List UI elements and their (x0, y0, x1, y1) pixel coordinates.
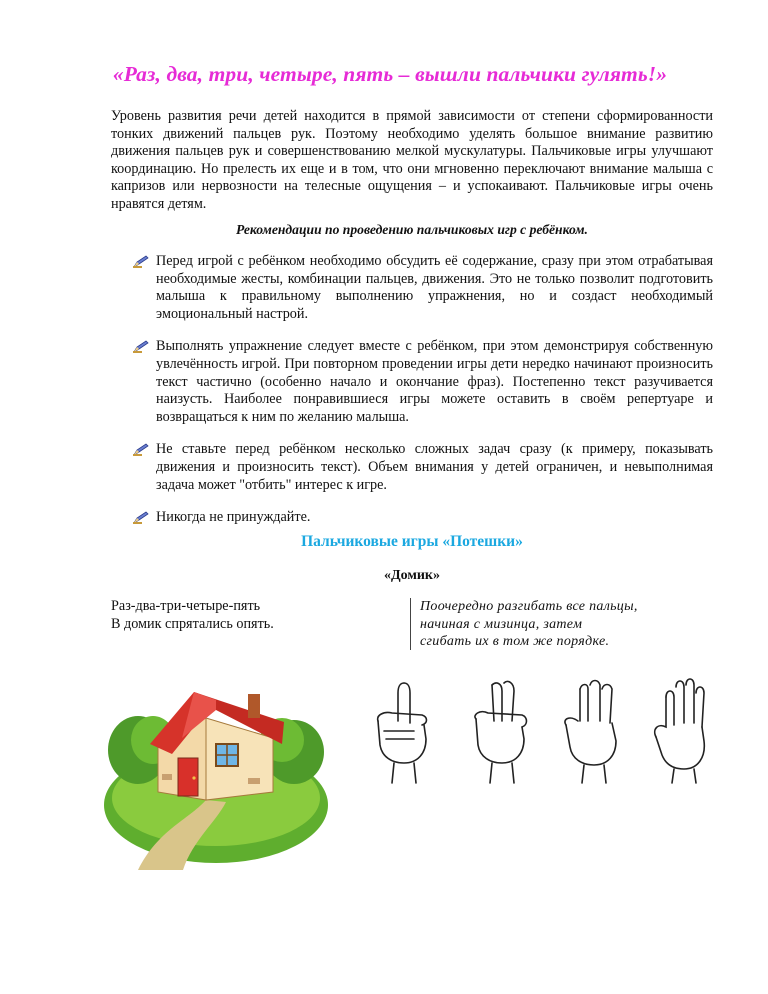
hand-gesture-icon (364, 675, 444, 785)
pencil-bullet-icon (133, 511, 149, 524)
poem-line: Раз-два-три-четыре-пять (111, 598, 261, 614)
instruction-line: Поочередно разгибать все пальцы, (420, 599, 638, 614)
recommendations-heading: Рекомендации по проведению пальчиковых игр с ребёнком. (236, 222, 588, 237)
page-title: «Раз, два, три, четыре, пять – вышли пальчики гулять!» (112, 62, 668, 86)
instruction-line: начиная с мизинца, затем (420, 616, 583, 632)
pencil-bullet-icon (133, 255, 149, 268)
poem-line: В домик спрятались опять. (111, 615, 274, 632)
list-item (133, 509, 713, 527)
instruction-line: сгибать их в том же порядке. (420, 634, 610, 650)
recommendations-list (133, 253, 713, 542)
poem-instructions (420, 598, 720, 651)
poem-title: «Домик» (383, 568, 441, 583)
list-item (133, 441, 713, 494)
list-item-text: Выполнять упражнение следует вместе с ребёнком, при этом демонстрируя собственную увлечённость игрой. При повторном проведении игры дети нередко начинают произносить текст частично (особенно начало и окончание фраз). Постепенно текст разучивается наизусть. Наиболее понравившиеся игры можете оставить в своём репертуаре и возвращаться к ним по желанию малыша. (156, 338, 713, 425)
hand-gesture-icon (554, 675, 634, 785)
list-item-text: Перед игрой с ребёнком необходимо обсудить её содержание, сразу при этом отрабатывая необходимые жесты, комбинации пальцев, движения. Это не только позволит подготовить малыша к правильному выполнению упражнения, но и создаст необходимый эмоциональный настрой. (156, 253, 713, 322)
pencil-bullet-icon (133, 340, 149, 353)
column-divider (410, 598, 411, 650)
list-item-text: Никогда не принуждайте. (156, 509, 311, 526)
hand-gestures (350, 675, 720, 785)
poem-text (111, 598, 391, 633)
pencil-bullet-icon (133, 443, 149, 456)
intro-paragraph: Уровень развития речи детей находится в прямой зависимости от степени сформированности тонких движений пальцев рук. Поэтому необходимо уделять большое внимание развитию движения пальцев рук и совершенствованию мелкой мускулатуры. Пальчиковые игры улучшают координацию. Но прелесть их еще и в том, что они мгновенно переключают внимание малыша с капризов или нервозности на телесные ощущения – и успокаивают. Пальчиковые игры очень нравятся детям. (111, 108, 713, 212)
section-title: Пальчиковые игры «Потешки» (301, 533, 523, 550)
list-item-text: Не ставьте перед ребёнком несколько сложных задач сразу (к примеру, показывать движения и произносить текст). Объем внимания у детей ограничен, и невыполнимая задача может "отбить" интерес к игре. (156, 441, 713, 493)
house-illustration (98, 670, 333, 875)
hand-gesture-icon (644, 675, 724, 785)
list-item (133, 253, 713, 323)
list-item (133, 338, 713, 426)
hand-gesture-icon (462, 675, 542, 785)
